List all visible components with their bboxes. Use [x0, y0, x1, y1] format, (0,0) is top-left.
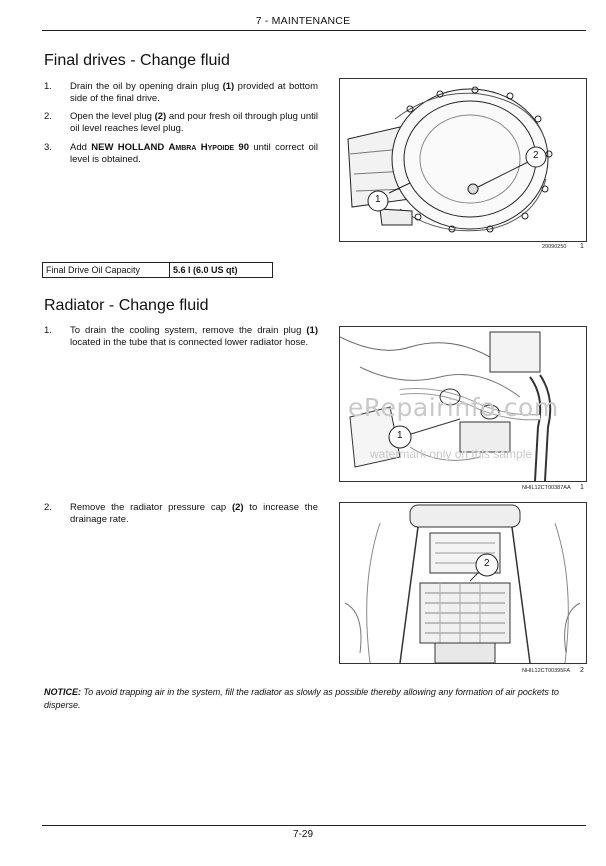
callout-1: 1	[375, 194, 381, 205]
notice-text: NOTICE: To avoid trapping air in the system, fill the radiator as slowly as possible thereby allowing any formation of air pockets to disperse.	[44, 687, 559, 710]
capacity-label: Final Drive Oil Capacity	[43, 263, 170, 278]
capacity-value: 5.6 l (6.0 US qt)	[170, 263, 273, 278]
figure-final-drive	[339, 78, 587, 242]
figure-code: NHIL12CT00387AA	[522, 485, 571, 491]
callout-1: 1	[397, 430, 403, 441]
notice-label: NOTICE:	[44, 687, 81, 697]
watermark-caption: watermark only on this sample	[370, 447, 533, 461]
section-title-final-drives: Final drives - Change fluid	[44, 52, 230, 69]
watermark-brand: eRepairinfo.com	[348, 393, 559, 422]
callout-2: 2	[533, 150, 539, 161]
final-drive-illustration	[340, 79, 586, 241]
figure-radiator-drain	[339, 326, 587, 482]
figure-radiator-cap	[339, 502, 587, 664]
tractor-engine-bay-illustration	[340, 503, 586, 663]
page-number: 7-29	[292, 829, 313, 840]
callout-2: 2	[484, 558, 490, 569]
oil-capacity-table	[42, 262, 273, 278]
figure-number: 2	[580, 667, 584, 674]
page-header: 7 - MAINTENANCE	[255, 15, 351, 27]
figure-number: 1	[580, 243, 584, 250]
section-title-radiator: Radiator - Change fluid	[44, 297, 209, 314]
figure-code: NHIL12CT00395FA	[522, 668, 570, 674]
header-rule	[42, 30, 586, 31]
figure-code: 20090250	[542, 244, 567, 250]
figure-number: 1	[580, 484, 584, 491]
footer-rule	[42, 825, 586, 826]
